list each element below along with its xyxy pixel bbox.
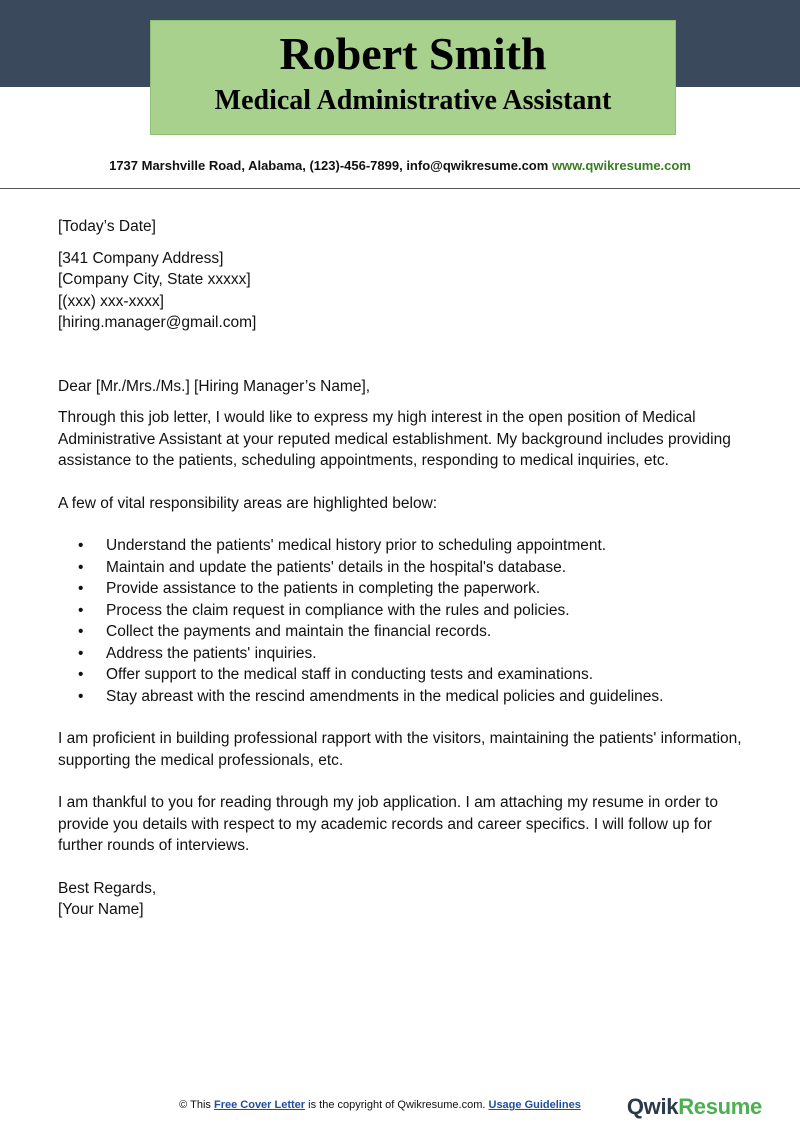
- title-box: [150, 20, 676, 135]
- qwikresume-logo: [627, 1094, 762, 1120]
- address-line: [hiring.manager@gmail.com]: [58, 314, 257, 331]
- list-item: [58, 557, 748, 579]
- contact-details: 1737 Marshville Road, Alabama, (123)-456-7899, info@qwikresume.com: [109, 158, 549, 173]
- bullet-icon: •: [78, 623, 84, 640]
- skills-paragraph: I am proficient in building professional rapport with the visitors, maintaining the patients' information, supporting the medical professionals, etc.: [58, 730, 742, 769]
- intro-paragraph: Through this job letter, I would like to express my high interest in the open position of Medical Administrative Assistant at your reputed medical establishment. My background includes providing assistance to the patients, scheduling appointments, responding to medical inquiries, etc.: [58, 409, 731, 469]
- list-item: [58, 621, 748, 643]
- address-line: [(xxx) xxx-xxxx]: [58, 292, 164, 310]
- bullet-icon: •: [78, 580, 84, 597]
- sign-off: Best Regards,: [58, 879, 157, 897]
- list-item-text: Process the claim request in compliance with the rules and policies.: [106, 601, 570, 619]
- contact-line: [0, 158, 800, 173]
- list-intro: A few of vital responsibility areas are highlighted below:: [58, 494, 438, 512]
- recipient-address: [58, 248, 748, 334]
- bullet-icon: •: [78, 601, 84, 619]
- copyright-prefix: © This: [179, 1099, 211, 1111]
- website-link[interactable]: www.qwikresume.com: [551, 158, 691, 173]
- usage-guidelines-link[interactable]: Usage Guidelines: [488, 1099, 581, 1111]
- bullet-icon: •: [78, 558, 84, 576]
- logo-resume: Resume: [678, 1094, 762, 1119]
- salutation: Dear [Mr./Mrs./Ms.] [Hiring Manager’s Name],: [58, 377, 371, 395]
- letter-body: [58, 216, 748, 921]
- list-item-text: Understand the patients' medical history prior to scheduling appointment.: [106, 537, 607, 554]
- list-item-text: Address the patients' inquiries.: [106, 644, 317, 662]
- list-item: [58, 600, 748, 622]
- bullet-icon: •: [78, 537, 84, 554]
- list-item-text: Offer support to the medical staff in conducting tests and examinations.: [106, 666, 594, 683]
- free-cover-letter-link[interactable]: Free Cover Letter: [213, 1099, 306, 1111]
- list-item: [58, 578, 748, 600]
- bullet-icon: •: [78, 687, 84, 705]
- list-item-text: Collect the payments and maintain the financial records.: [106, 623, 492, 640]
- list-item-text: Provide assistance to the patients in completing the paperwork.: [106, 580, 541, 597]
- signature: [Your Name]: [58, 901, 144, 918]
- closing-paragraph: I am thankful to you for reading through my job application. I am attaching my resume in order to provide you details with respect to my academic records and career specifics. I will follow up for further rounds of interviews.: [58, 794, 718, 854]
- list-item: [58, 643, 748, 665]
- letter-date: [Today’s Date]: [58, 218, 156, 235]
- responsibility-list: [58, 535, 748, 707]
- job-title: Medical Administrative Assistant: [214, 85, 612, 116]
- header-divider: [0, 188, 800, 189]
- list-item: [58, 686, 748, 708]
- list-item: [58, 535, 748, 557]
- candidate-name: Robert Smith: [279, 28, 547, 79]
- list-item-text: Maintain and update the patients' details in the hospital's database.: [106, 558, 567, 576]
- bullet-icon: •: [78, 644, 84, 662]
- logo-qwik: Qwik: [626, 1094, 679, 1119]
- list-item: [58, 664, 748, 686]
- copyright-text: is the copyright of Qwikresume.com.: [308, 1099, 486, 1111]
- address-line: [Company City, State xxxxx]: [58, 271, 251, 288]
- bullet-icon: •: [78, 666, 84, 683]
- address-line: [341 Company Address]: [58, 249, 224, 267]
- list-item-text: Stay abreast with the rescind amendments in the medical policies and guidelines.: [106, 687, 664, 705]
